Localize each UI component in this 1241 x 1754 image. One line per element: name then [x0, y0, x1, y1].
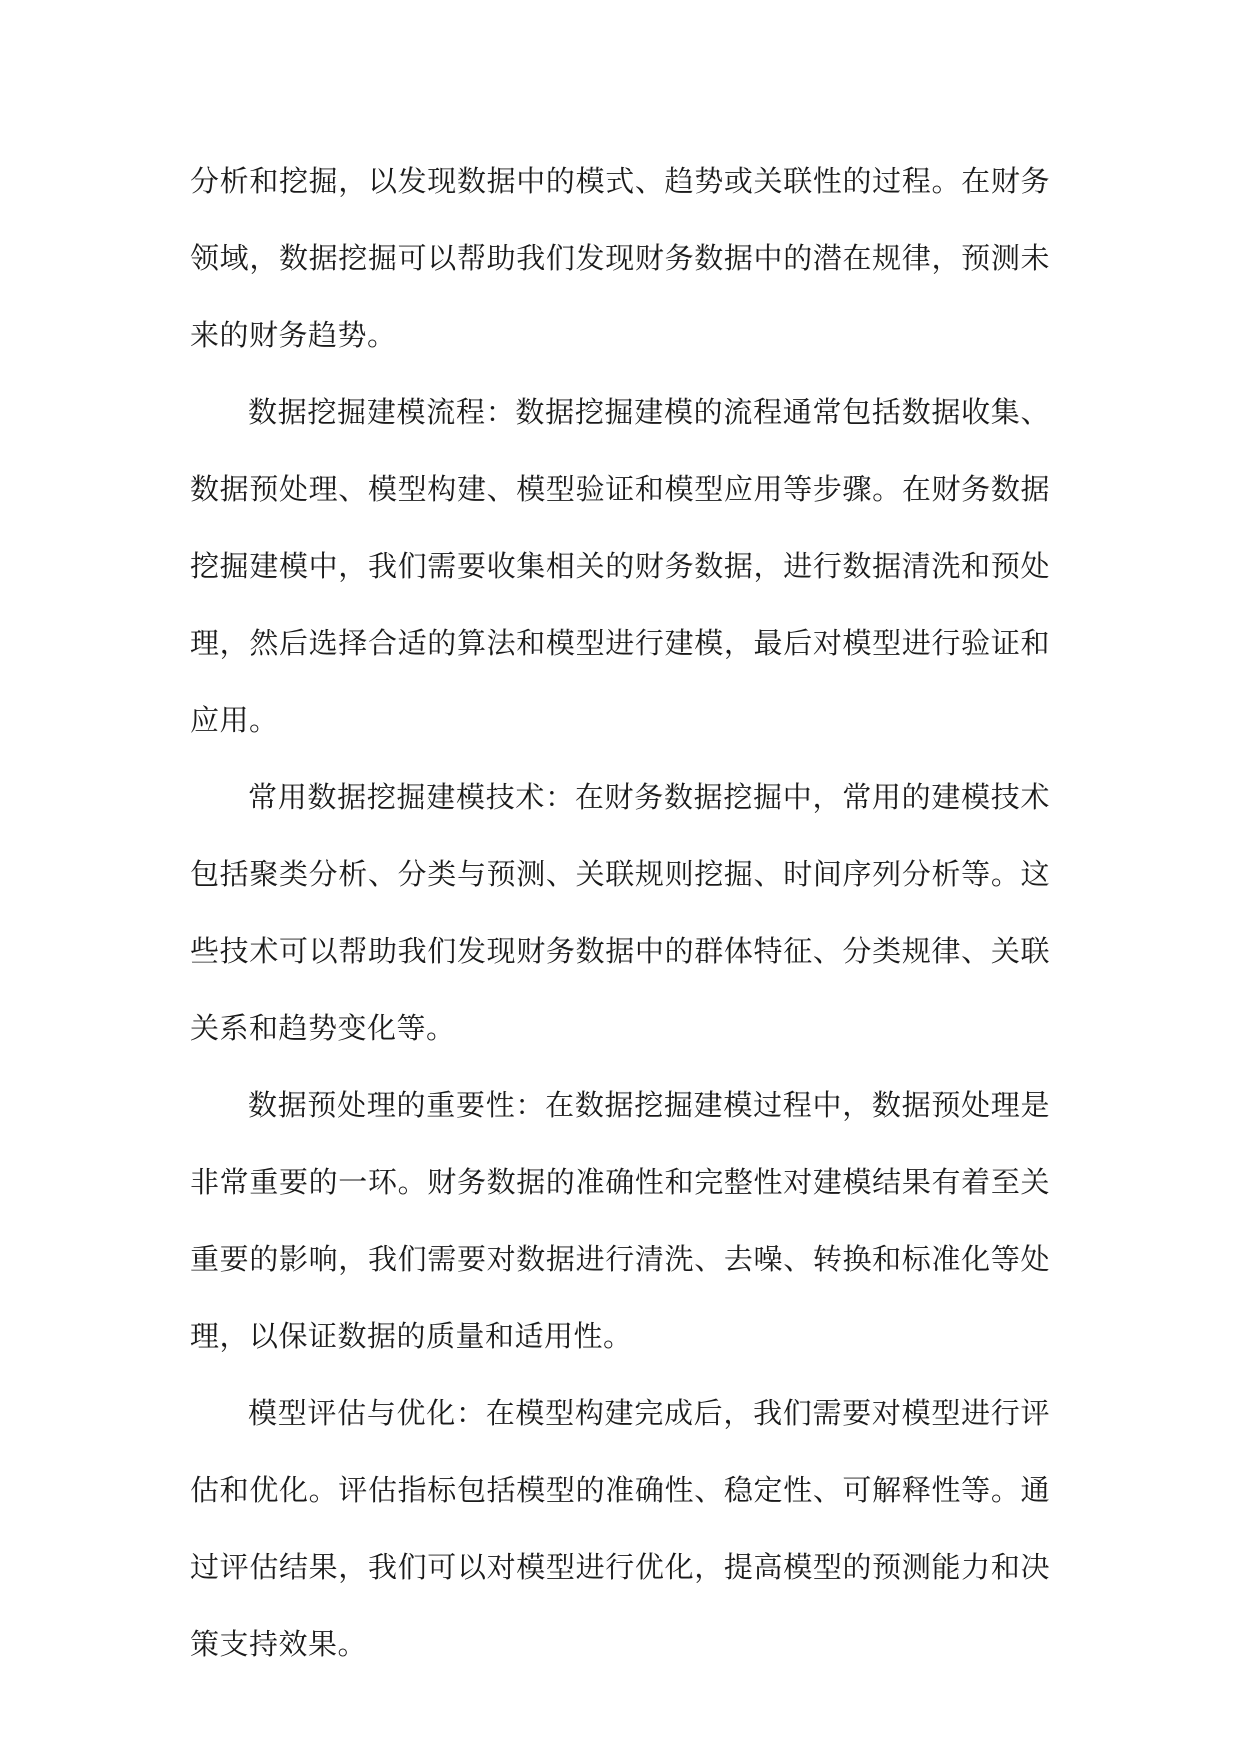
document-body [190, 143, 1050, 1683]
paragraph-intro-continuation: 分析和挖掘，以发现数据中的模式、趋势或关联性的过程。在财务领域，数据挖掘可以帮助我们发现财务数据中的潜在规律，预测未来的财务趋势。 [190, 164, 1050, 352]
paragraph-model-evaluation: 模型评估与优化：在模型构建完成后，我们需要对模型进行评估和优化。评估指标包括模型的准确性、稳定性、可解释性等。通过评估结果，我们可以对模型进行优化，提高模型的预测能力和决策支持效果。 [190, 1396, 1050, 1661]
paragraph-modeling-process: 数据挖掘建模流程：数据挖掘建模的流程通常包括数据收集、数据预处理、模型构建、模型验证和模型应用等步骤。在财务数据挖掘建模中，我们需要收集相关的财务数据，进行数据清洗和预处理，然后选择合适的算法和模型进行建模，最后对模型进行验证和应用。 [190, 395, 1050, 737]
paragraph-preprocessing-importance: 数据预处理的重要性：在数据挖掘建模过程中，数据预处理是非常重要的一环。财务数据的准确性和完整性对建模结果有着至关重要的影响，我们需要对数据进行清洗、去噪、转换和标准化等处理，以保证数据的质量和适用性。 [190, 1088, 1050, 1353]
paragraph-modeling-techniques: 常用数据挖掘建模技术：在财务数据挖掘中，常用的建模技术包括聚类分析、分类与预测、关联规则挖掘、时间序列分析等。这些技术可以帮助我们发现财务数据中的群体特征、分类规律、关联关系和趋势变化等。 [190, 780, 1050, 1045]
